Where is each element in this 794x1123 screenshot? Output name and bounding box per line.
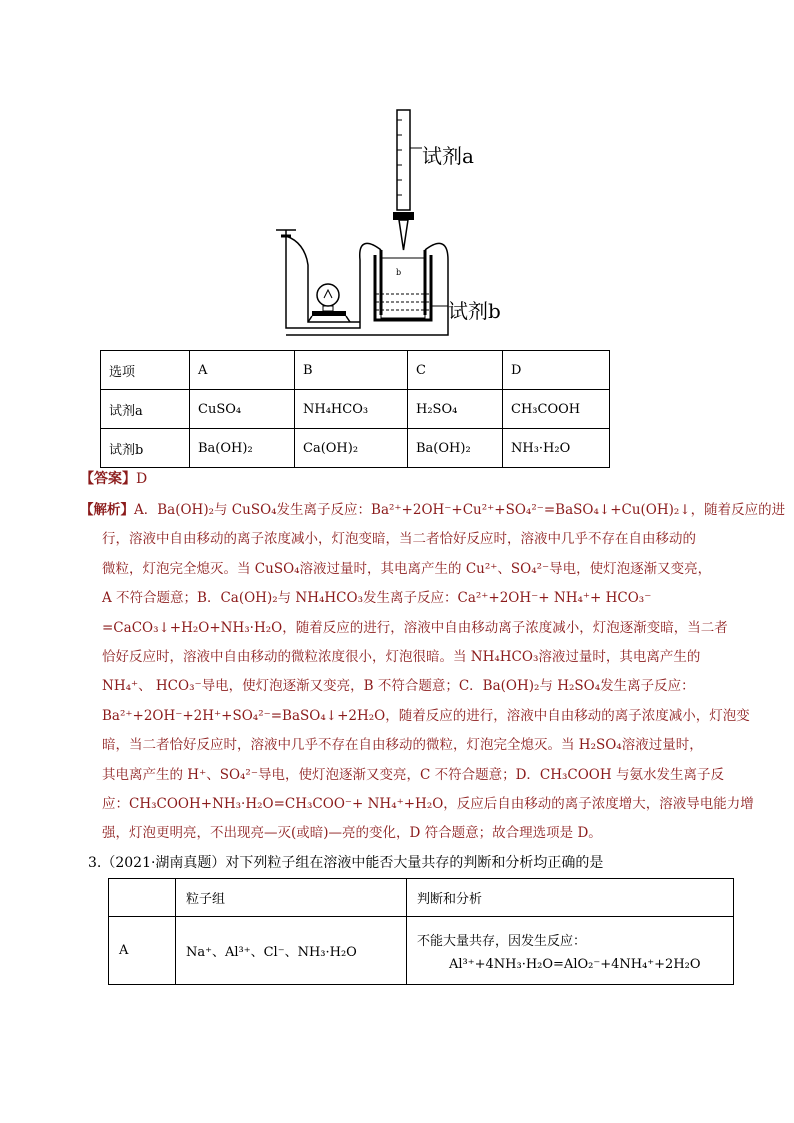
table-header-cell: 判断和分析 <box>407 879 734 917</box>
table-cell: 试剂b <box>101 429 190 468</box>
options-table <box>100 350 610 468</box>
table-cell: NH₃·H₂O <box>503 429 610 468</box>
table-cell: C <box>408 351 503 390</box>
analysis-line: 强，灯泡更明亮，不出现亮—灭(或暗)—亮的变化，D 符合题意；故合理选项是 D。 <box>102 825 602 842</box>
table-cell: B <box>295 351 408 390</box>
table-row <box>109 879 734 917</box>
analysis-line: 暗，当二者恰好反应时，溶液中几乎不存在自由移动的微粒，灯泡完全熄灭。当 H₂SO₄溶液过量时， <box>102 737 703 754</box>
analysis-line: 微粒，灯泡完全熄灭。当 CuSO₄溶液过量时，其电离产生的 Cu²⁺、SO₄²⁻导电，使灯泡逐渐又变亮， <box>102 560 712 577</box>
analysis-line: A 不符合题意；B．Ca(OH)₂与 NH₄HCO₃发生离子反应：Ca²⁺+2OH⁻+ NH₄⁺+ HCO₃⁻ <box>102 590 652 607</box>
analysis-line: 其电离产生的 H⁺、SO₄²⁻导电，使灯泡逐渐又变亮，C 不符合题意；D．CH₃COOH 与氨水发生离子反 <box>102 766 724 783</box>
table-row <box>101 390 610 429</box>
table-row <box>101 429 610 468</box>
table-cell: D <box>503 351 610 390</box>
analysis-tag: 【解析】 <box>80 502 134 518</box>
analysis-line: Ba²⁺+2OH⁻+2H⁺+SO₄²⁻=BaSO₄↓+2H₂O，随着反应的进行，溶液中自由移动的离子浓度减小，灯泡变 <box>102 707 750 724</box>
analysis-line: 恰好反应时，溶液中自由移动的微粒浓度很小，灯泡很暗。当 NH₄HCO₃溶液过量时，其电离产生的 <box>102 649 701 666</box>
question-3-stem: 3.（2021·湖南真题）对下列粒子组在溶液中能否大量共存的判断和分析均正确的是 <box>88 855 604 871</box>
analysis-text: A．Ba(OH)₂与 CuSO₄发生离子反应：Ba²⁺+2OH⁻+Cu²⁺+SO₄²⁻=BaSO₄↓+Cu(OH)₂↓，随着反应的进 <box>134 502 786 518</box>
judgement-text: 不能大量共存，因发生反应： <box>417 933 587 949</box>
burette-stopcock <box>393 212 414 220</box>
analysis-line: =CaCO₃↓+H₂O+NH₃·H₂O，随着反应的进行，溶液中自由移动离子浓度减小，灯泡逐渐变暗，当二者 <box>102 619 728 636</box>
table-cell: A <box>190 351 295 390</box>
reagent-b-label: 试剂b <box>448 299 501 323</box>
reaction-equation: Al³⁺+4NH₃·H₂O=AlO₂⁻+4NH₄⁺+2H₂O <box>449 956 701 972</box>
table-header-cell: 粒子组 <box>176 879 407 917</box>
answer-value: D <box>136 471 148 487</box>
burette-tip <box>399 220 408 250</box>
answer-tag: 【答案】 <box>80 471 136 487</box>
table-cell: Ba(OH)₂ <box>408 429 503 468</box>
table-cell: NH₄HCO₃ <box>295 390 408 429</box>
answer-line <box>80 468 147 488</box>
analysis-line: NH₄⁺、 HCO₃⁻导电，使灯泡逐渐又变亮，B 不符合题意；C．Ba(OH)₂与 H₂SO₄发生离子反应： <box>102 678 695 695</box>
bulb-base <box>312 311 346 316</box>
beaker-mark: b <box>396 268 402 277</box>
option-cell: A <box>109 917 176 985</box>
light-bulb <box>317 284 339 306</box>
analysis-line: 应：CH₃COOH+NH₃·H₂O=CH₃COO⁻+ NH₄⁺+H₂O，反应后自由移动的离子浓度增大，溶液导电能力增 <box>102 796 754 813</box>
table-cell: H₂SO₄ <box>408 390 503 429</box>
reagent-a-label: 试剂a <box>422 144 474 168</box>
table-row <box>101 351 610 390</box>
table-cell: CuSO₄ <box>190 390 295 429</box>
table-cell: Ca(OH)₂ <box>295 429 408 468</box>
table-cell: 选项 <box>101 351 190 390</box>
table-cell: CH₃COOH <box>503 390 610 429</box>
analysis-block <box>80 496 786 849</box>
table-header-cell <box>109 879 176 917</box>
question-3-table <box>108 878 734 985</box>
analysis-cell <box>407 917 734 985</box>
analysis-line <box>80 496 786 525</box>
analysis-line: 行，溶液中自由移动的离子浓度减小，灯泡变暗，当二者恰好反应时，溶液中几乎不存在自由移动的 <box>102 531 696 548</box>
particles-cell: Na⁺、Al³⁺、Cl⁻、NH₃·H₂O <box>176 917 407 985</box>
table-cell: 试剂a <box>101 390 190 429</box>
table-cell: Ba(OH)₂ <box>190 429 295 468</box>
table-row <box>109 917 734 985</box>
